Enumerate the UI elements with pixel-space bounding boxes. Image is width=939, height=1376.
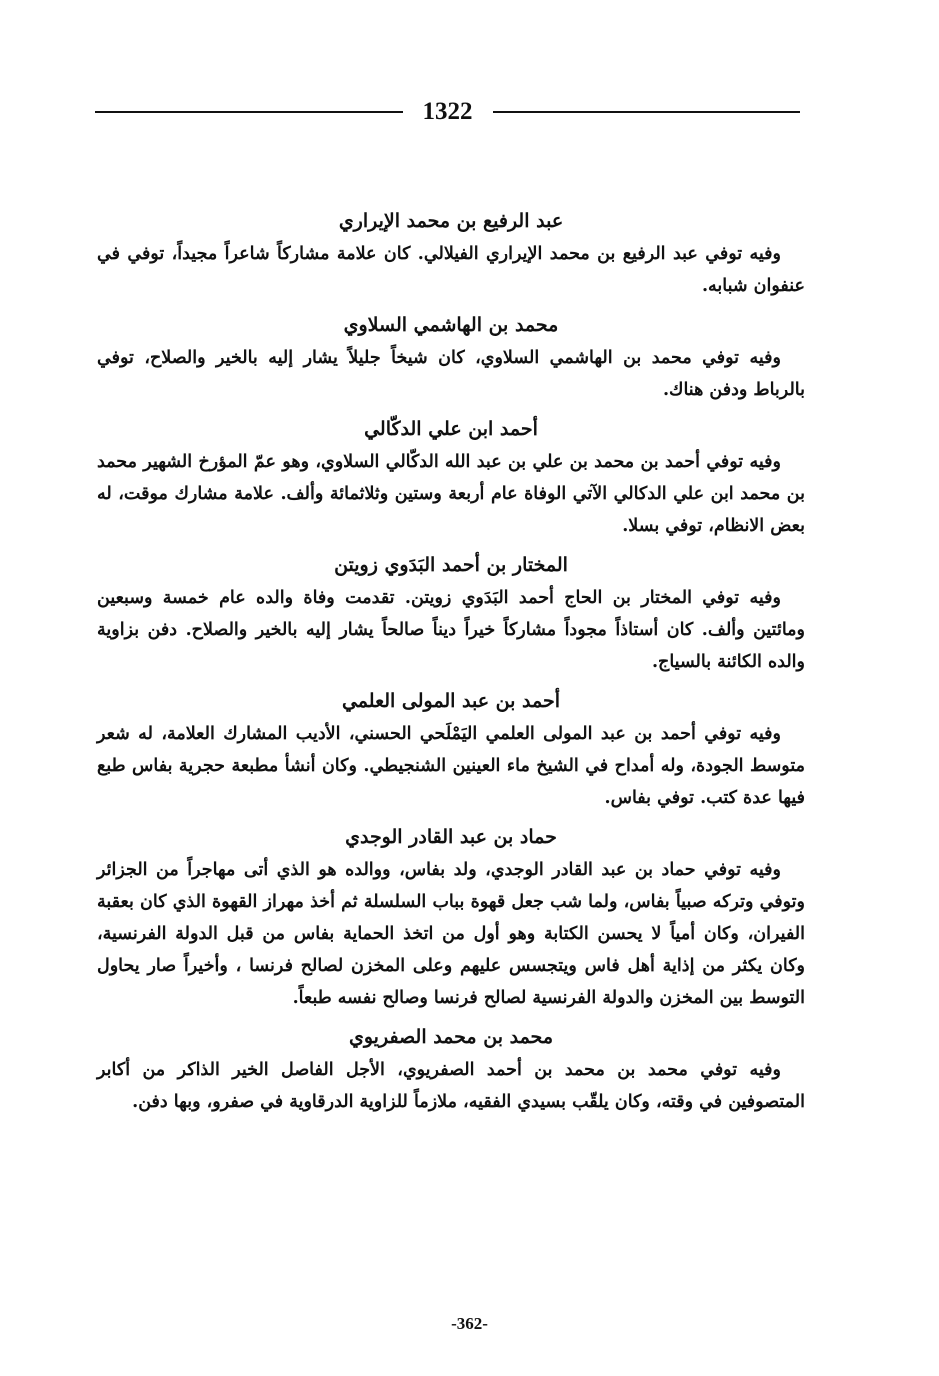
entry-text: وفيه توفي المختار بن الحاج أحمد البَدَوي زويتن. تقدمت وفاة والده عام خمسة وسبعين ومائتين وألف. كان أستاذاً مجوداً مشاركاً خيراً ديناً صالحاً يشار إليه بالخير والصلاح. دفن بزاوية والده الكائنة بالسياج. <box>97 588 805 672</box>
entry <box>97 1020 805 1118</box>
entry <box>97 204 805 302</box>
entry-title: المختار بن أحمد البَدَوي زويتن <box>334 554 568 576</box>
entry-text: وفيه توفي حماد بن عبد القادر الوجدي، ولد بفاس، ووالده هو الذي أتى مهاجراً من الجزائر وتوفي وتركه صبياً بفاس، ولما شب جعل قهوة بباب السلسلة ثم أخذ مهراز القهوة الذي كان بعقبة الفيران، وكان أمياً لا يحسن الكتابة وهو أول من اتخذ الحماية بفاس من قبل الدولة الفرنسية، وكان يكثر من إذاية أهل فاس ويتجسس عليهم وعلى المخزن لصالح فرنسا ، وأخيراً صار يحاول التوسط بين المخزن والدولة الفرنسية لصالح فرنسا وصالح نفسه طبعاً. <box>97 860 805 1008</box>
entry <box>97 684 805 814</box>
entry <box>97 308 805 406</box>
entry-text: وفيه توفي عبد الرفيع بن محمد الإيراري الفيلالي. كان علامة مشاركاً شاعراً مجيداً، توفي في عنفوان شبابه. <box>97 244 805 296</box>
entry <box>97 820 805 1014</box>
page-number: -362- <box>451 1314 488 1333</box>
entry-text: وفيه توفي أحمد بن محمد بن علي بن عبد الله الدكّالي السلاوي، وهو عمّ المؤرخ الشهير محمد بن محمد ابن علي الدكالي الآتي الوفاة عام أربعة وستين وثلاثمائة وألف. علامة مشارك موقت، له بعض الانظام، توفي بسلا. <box>97 452 805 536</box>
entry <box>97 548 805 678</box>
entry-title: أحمد ابن علي الدكّالي <box>364 418 538 440</box>
entry-title: أحمد بن عبد المولى العلمي <box>341 690 561 712</box>
entry-text: وفيه توفي أحمد بن عبد المولى العلمي اليَمْلَحي الحسني، الأديب المشارك العلامة، له شعر متوسط الجودة، وله أمداح في الشيخ ماء العينين الشنجيطي. وكان أنشأ مطبعة حجرية بفاس طبع فيها عدة كتب. توفي بفاس. <box>97 724 805 808</box>
header-rule-right <box>493 111 801 113</box>
page-content <box>97 204 805 1124</box>
entry-text: وفيه توفي محمد بن الهاشمي السلاوي، كان شيخاً جليلاً يشار إليه بالخير والصلاح، توفي بالرباط ودفن هناك. <box>97 348 805 400</box>
entry-title: محمد بن محمد الصفريوي <box>348 1026 553 1048</box>
header-rule-left <box>95 111 403 113</box>
entry-title: حماد بن عبد القادر الوجدي <box>345 826 557 848</box>
entry-title: عبد الرفيع بن محمد الإيراري <box>338 210 564 232</box>
page-header <box>95 92 800 132</box>
entry-text: وفيه توفي محمد بن محمد بن أحمد الصفريوي، الأجل الفاصل الخير الذاكر من أكابر المتصوفين في وقته، وكان يلقّب بسيدي الفقيه، ملازماً للزاوية الدرقاوية في صفرو، وبها دفن. <box>97 1060 805 1112</box>
entry-title: محمد بن الهاشمي السلاوي <box>343 314 559 336</box>
header-year: 1322 <box>422 98 473 125</box>
entry <box>97 412 805 542</box>
